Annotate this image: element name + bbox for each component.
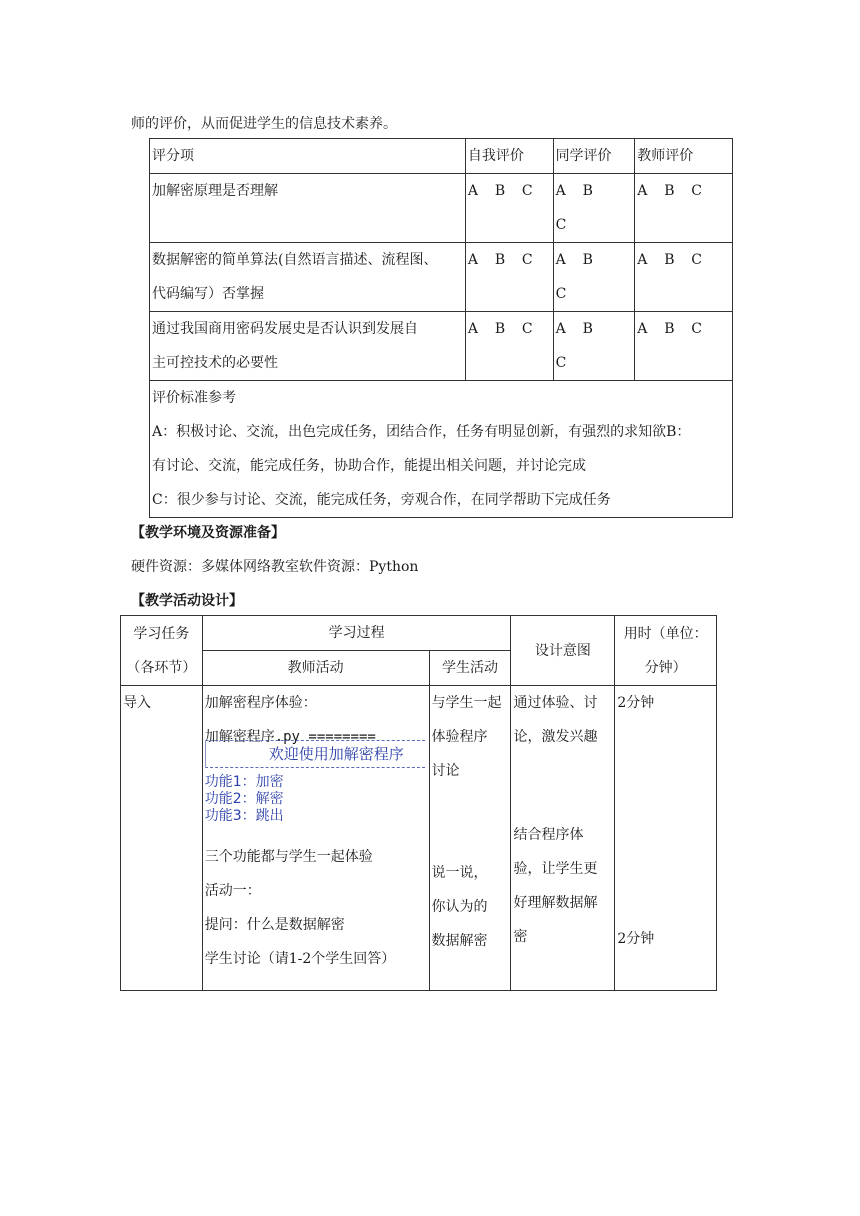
menu-decrypt: 功能2：解密	[204, 791, 284, 807]
grade-c: C	[521, 321, 533, 337]
grade-options	[553, 243, 635, 312]
header-task-line: 学习任务	[133, 626, 190, 642]
eval-item-line: 数据解密的简单算法(自然语言描述、流程图、	[152, 252, 438, 268]
grade-b: B	[664, 252, 675, 268]
activity-header-row	[121, 616, 717, 651]
console-bar	[205, 740, 206, 768]
grade-b: B	[494, 321, 506, 337]
header-student: 学生活动	[429, 651, 511, 686]
student-line: 数据解密	[431, 933, 488, 949]
grade-b: B	[582, 321, 593, 337]
section-heading-activity: 【教学活动设计】	[131, 593, 243, 609]
task-cell: 导入	[121, 686, 203, 991]
menu-encrypt: 功能1：加密	[204, 774, 284, 790]
eval-header-item: 评分项	[150, 139, 466, 174]
grade-c: C	[555, 355, 567, 371]
console-divider	[205, 740, 425, 741]
grade-c: C	[691, 183, 703, 199]
intent-line: 论，激发兴趣	[513, 729, 598, 745]
student-line: 说一说，	[431, 865, 488, 881]
criteria-line-b: 有讨论、交流，能完成任务，协助合作，能提出相关问题，并讨论完成	[152, 458, 586, 474]
eval-item-line: 加解密原理是否理解	[152, 183, 278, 199]
intent-line: 结合程序体	[513, 827, 584, 843]
grade-options	[635, 174, 733, 243]
grade-a: A	[467, 321, 478, 337]
header-task	[121, 616, 203, 686]
eval-row	[150, 243, 733, 312]
console-menu	[205, 774, 284, 825]
grade-options	[635, 243, 733, 312]
grade-c: C	[555, 286, 567, 302]
teacher-line: 三个功能都与学生一起体验	[204, 849, 373, 865]
teacher-line: 加解密程序体验：	[204, 695, 317, 711]
grade-options	[553, 174, 635, 243]
grade-c: C	[691, 252, 703, 268]
grade-a: A	[467, 183, 478, 199]
grade-options	[465, 243, 553, 312]
criteria-line-c: C：很少参与讨论、交流，能完成任务，旁观合作，在同学帮助下完成任务	[152, 492, 611, 508]
evaluation-table	[149, 138, 733, 518]
criteria-line-a: A：积极讨论、交流，出色完成任务，团结合作，任务有明显创新，有强烈的求知欲B：	[152, 424, 691, 440]
student-line: 体验程序	[431, 729, 488, 745]
grade-c: C	[521, 183, 533, 199]
console-divider	[205, 767, 425, 768]
eval-item-line: 主可控技术的必要性	[152, 355, 278, 371]
header-intent: 设计意图	[511, 616, 615, 686]
student-activity-cell	[429, 686, 511, 991]
intent-line: 好理解数据解	[513, 895, 598, 911]
grade-a: A	[637, 183, 648, 199]
eval-header-row	[150, 139, 733, 174]
grade-b: B	[494, 252, 506, 268]
console-welcome: 欢迎使用加解密程序	[268, 745, 404, 763]
eval-header-teacher: 教师评价	[635, 139, 733, 174]
intent-line: 密	[513, 929, 528, 945]
eval-item	[150, 243, 466, 312]
header-teacher: 教师活动	[202, 651, 429, 686]
grade-b: B	[582, 252, 593, 268]
intro-line: 师的评价，从而促进学生的信息技术素养。	[131, 116, 397, 132]
grade-b: B	[582, 183, 593, 199]
header-process: 学习过程	[202, 616, 511, 651]
header-time-line: 分钟）	[644, 660, 687, 676]
time-cell	[615, 686, 717, 991]
grade-b: B	[664, 321, 675, 337]
grade-b: B	[494, 183, 506, 199]
eval-item	[150, 174, 466, 243]
intent-cell	[511, 686, 615, 991]
grade-c: C	[691, 321, 703, 337]
header-time	[615, 616, 717, 686]
header-task-line: （各环节）	[126, 660, 197, 676]
grade-a: A	[637, 252, 648, 268]
eval-item-line: 代码编写）否掌握	[152, 286, 264, 302]
grade-options	[465, 312, 553, 381]
teacher-line: 学生讨论（请1-2个学生回答）	[204, 951, 396, 967]
grade-a: A	[555, 321, 566, 337]
grade-a: A	[637, 321, 648, 337]
teacher-activity-cell	[202, 686, 429, 991]
criteria-row	[150, 381, 733, 518]
intent-line: 验，让学生更	[513, 861, 598, 877]
activity-table	[120, 615, 717, 991]
section-heading-environment: 【教学环境及资源准备】	[131, 525, 285, 541]
activity-row-intro	[121, 686, 717, 991]
intent-line: 通过体验、讨	[513, 695, 598, 711]
menu-exit: 功能3：跳出	[204, 808, 284, 824]
eval-row	[150, 174, 733, 243]
grade-options	[553, 312, 635, 381]
grade-options	[465, 174, 553, 243]
grade-c: C	[555, 217, 567, 233]
grade-c: C	[521, 252, 533, 268]
criteria-cell	[150, 381, 733, 518]
eval-row	[150, 312, 733, 381]
teacher-line: 活动一：	[204, 883, 261, 899]
grade-a: A	[555, 183, 566, 199]
grade-b: B	[664, 183, 675, 199]
time-value: 2分钟	[617, 695, 655, 711]
eval-header-self: 自我评价	[465, 139, 553, 174]
resources-line: 硬件资源：多媒体网络教室软件资源：Python	[131, 559, 419, 575]
console-title: 加解密程序.py ========	[204, 729, 376, 745]
grade-options	[635, 312, 733, 381]
student-line: 讨论	[431, 763, 460, 779]
teacher-line: 提问：什么是数据解密	[204, 917, 345, 933]
student-line: 你认为的	[431, 899, 488, 915]
student-line: 与学生一起	[431, 695, 502, 711]
criteria-title: 评价标准参考	[152, 390, 236, 406]
header-time-line: 用时（单位：	[623, 626, 708, 642]
eval-header-peer: 同学评价	[553, 139, 635, 174]
eval-item	[150, 312, 466, 381]
time-value: 2分钟	[617, 931, 655, 947]
grade-a: A	[555, 252, 566, 268]
program-console	[205, 720, 427, 826]
eval-item-line: 通过我国商用密码发展史是否认识到发展自	[152, 321, 418, 337]
grade-a: A	[467, 252, 478, 268]
